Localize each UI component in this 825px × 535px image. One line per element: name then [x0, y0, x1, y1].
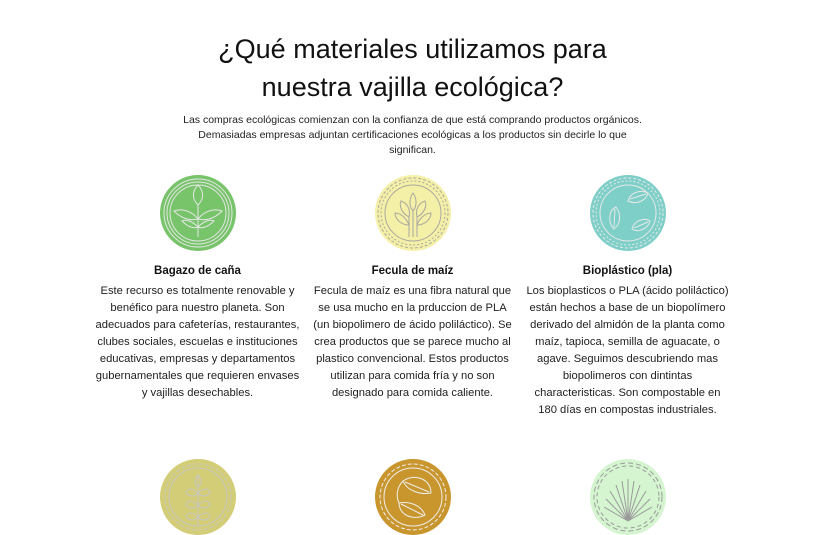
material-card-row2-1 — [90, 459, 305, 535]
card-description: Los bioplasticos o PLA (ácido poliláctico) están hechos a base de un biopolímero derivado del almidón de la planta como maíz, tapioca, semilla de aguacate, o agave. Seguimos descubriendo mas biopolimeros con dintintas characteristicas. Son compostable en 180 días en compostas industriales. — [526, 285, 729, 416]
wheat-icon — [160, 459, 236, 535]
card-description: Este recurso es totalmente renovable y benéfico para nuestro planeta. Son adecuados para cafeterías, restaurantes, clubes sociales, escuelas e instituciones educativas, empresas y departamentos gubernamentales que requieren envases y vajillas desechables. — [95, 285, 300, 399]
material-card-bioplastico — [520, 175, 735, 419]
card-title: Bioplástico (pla) — [582, 265, 673, 277]
leaves-icon — [375, 459, 451, 535]
material-card-bagazo — [90, 175, 305, 402]
material-card-row2-2 — [305, 459, 520, 535]
title-line-2: nuestra vajilla ecológica? — [261, 72, 564, 102]
agave-icon — [590, 459, 666, 535]
card-title: Bagazo de caña — [154, 265, 241, 277]
intro-text: Las compras ecológicas comienzan con la confianza de que está comprando productos orgánicos. Demasiadas empresas adjuntan certificaciones ecológicas a los productos sin decirle lo que significan. — [183, 114, 642, 156]
page-title — [0, 30, 825, 106]
card-description: Fecula de maíz es una fibra natural que se usa mucho en la prduccion de PLA (un biopolimero de ácido poliláctico). Se crea productos que se parece mucho al plastico convencional. Estos productos utilizan para comida fría y no son designado para comida caliente. — [313, 285, 512, 399]
card-title: Fecula de maíz — [371, 265, 454, 277]
tree-icon — [375, 175, 451, 251]
sprout-icon — [160, 175, 236, 251]
title-line-1: ¿Qué materiales utilizamos para — [218, 34, 607, 64]
material-card-row2-3 — [520, 459, 735, 535]
recycle-leaves-icon — [590, 175, 666, 251]
material-card-fecula — [305, 175, 520, 402]
